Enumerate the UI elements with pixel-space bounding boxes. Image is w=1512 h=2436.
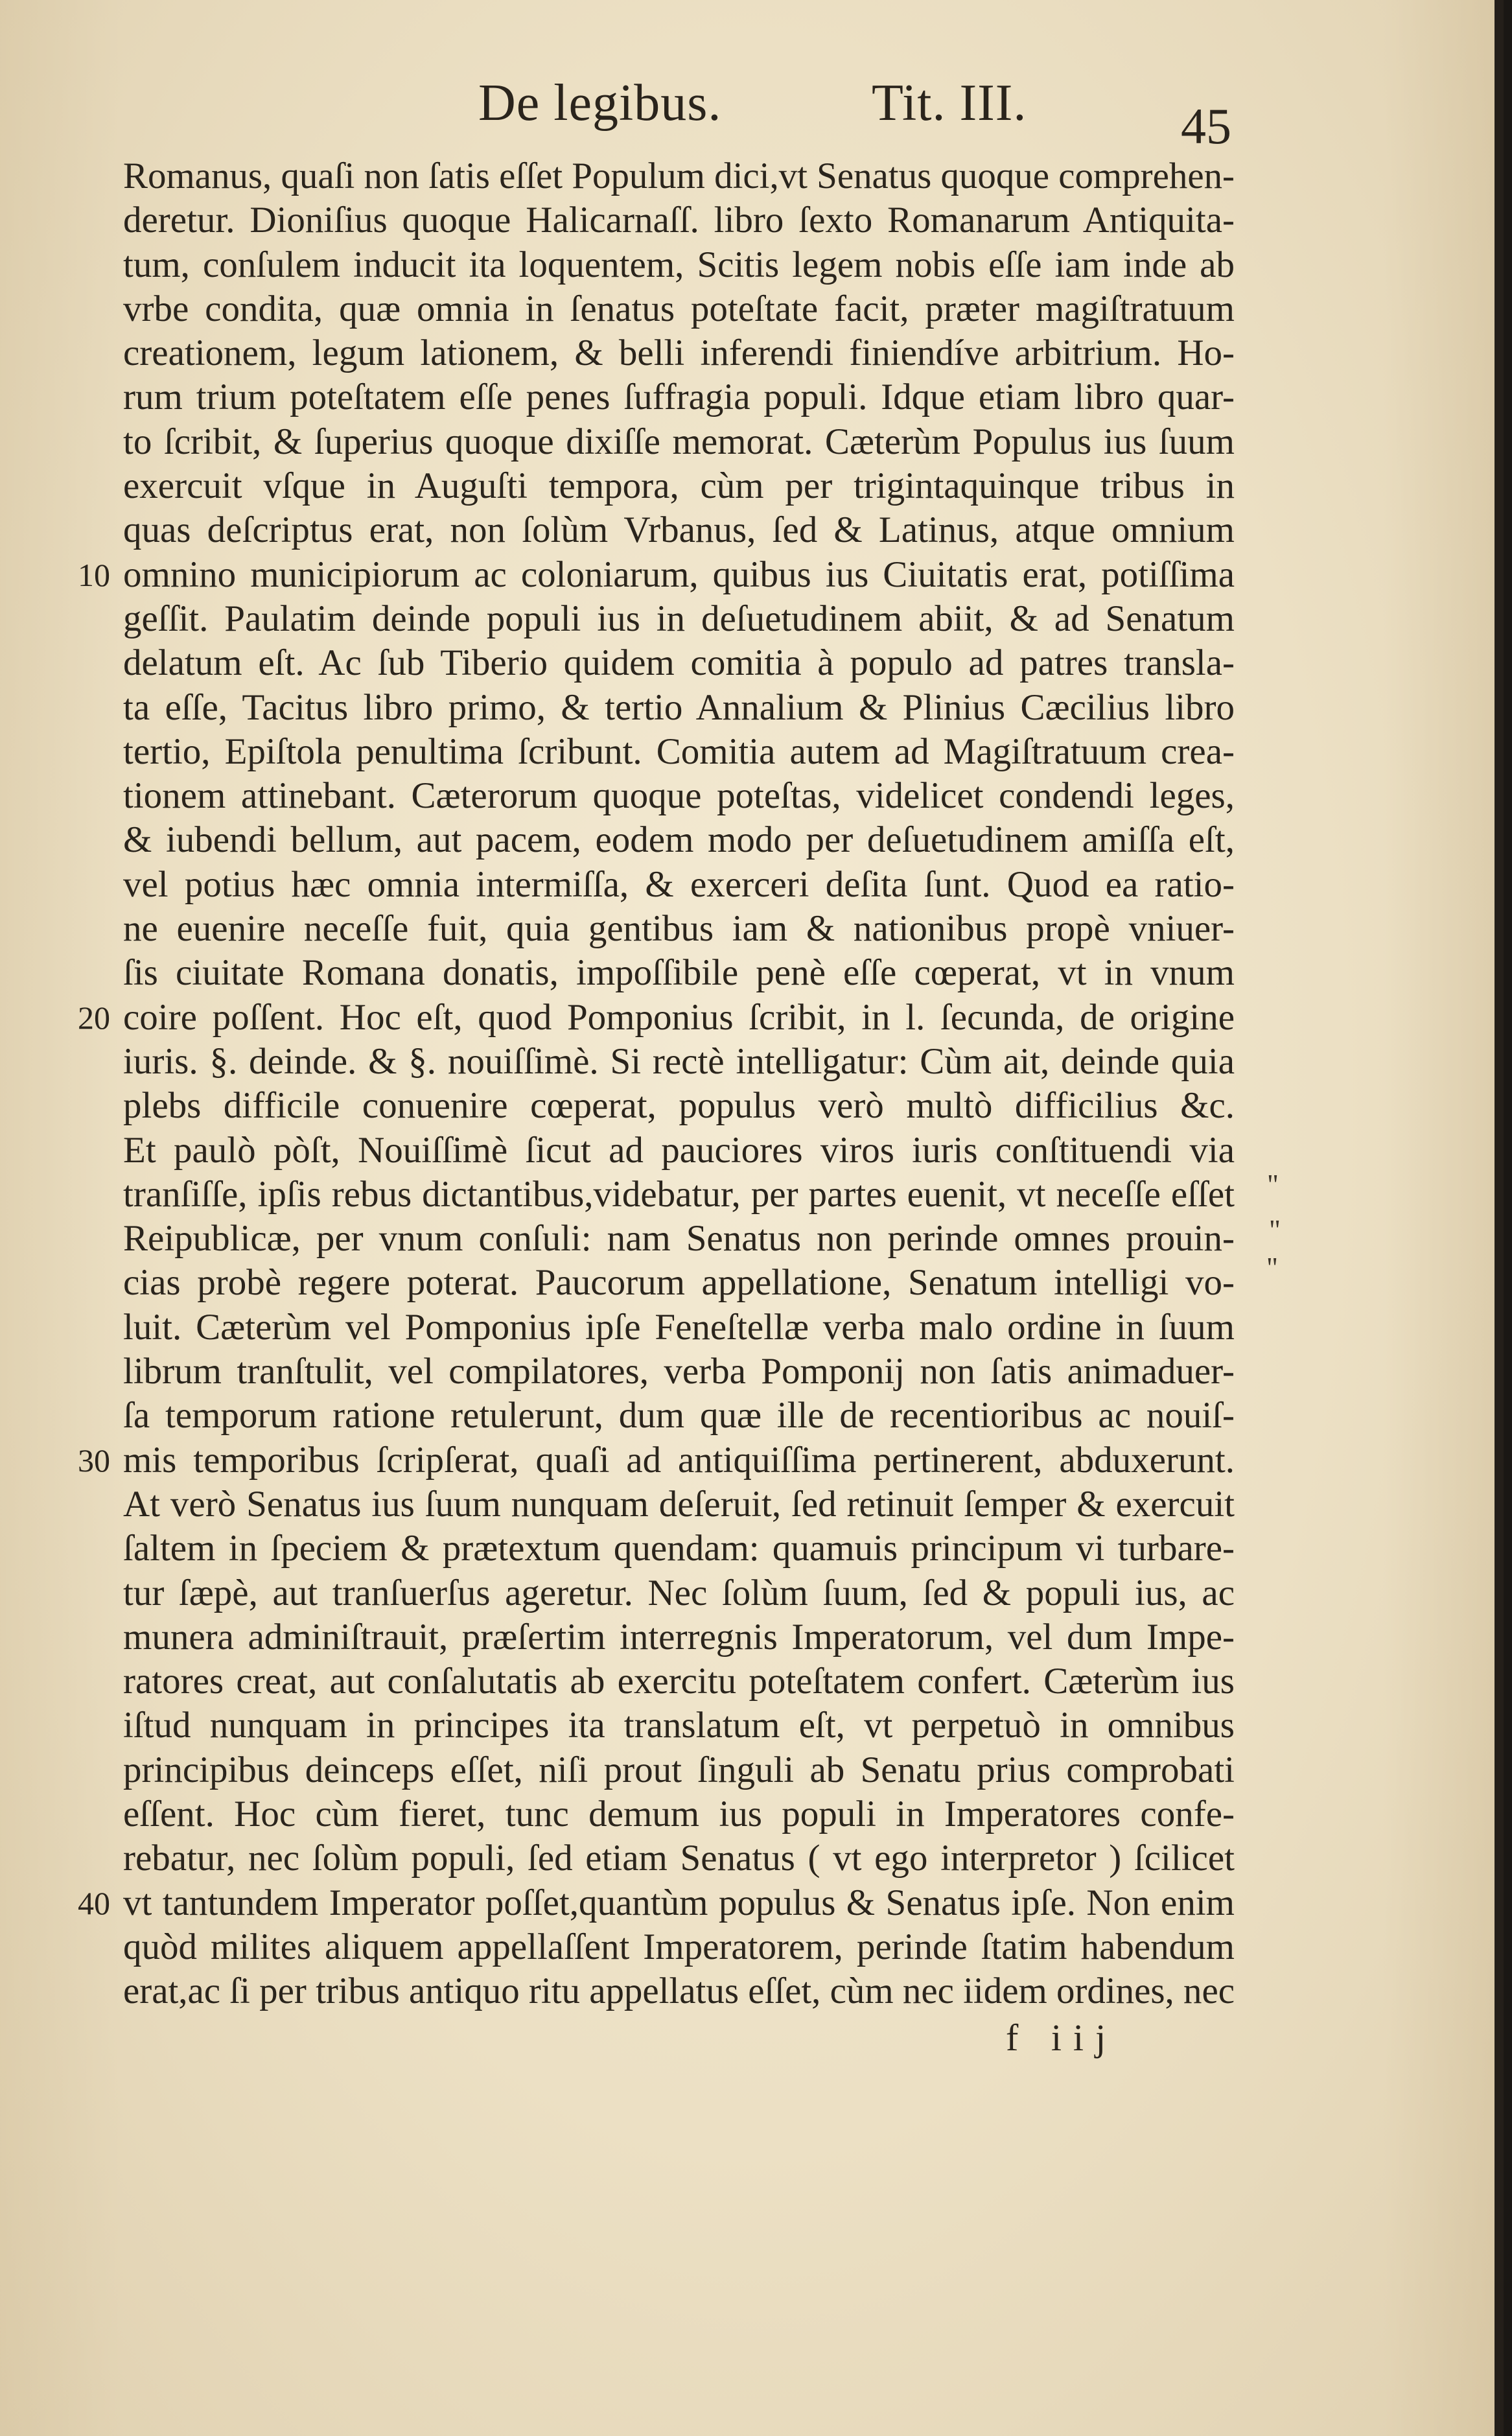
line-text: tionem attinebant. Cæterorum quoque poteſtas, videlicet condendi leges,: [123, 775, 1235, 817]
line-text: creationem, legum lationem, & belli inferendi finiendíve arbitrium. Ho-: [123, 333, 1235, 374]
text-line: [123, 1527, 1238, 1571]
line-text: eſſent. Hoc cùm fieret, tunc demum ius populi in Imperatores confe-: [123, 1793, 1235, 1834]
running-head-section: Tit. III.: [872, 75, 1027, 132]
line-text: cias probè regere poterat. Paucorum appellatione, Senatum intelligi vo-: [123, 1262, 1235, 1304]
line-number: 30: [78, 1442, 110, 1479]
line-text: tur ſæpè, aut tranſuerſus ageretur. Nec ſolùm ſuum, ſed & populi ius, ac: [123, 1572, 1235, 1613]
line-text: vel potius hæc omnia intermiſſa, & exerceri deſita ſunt. Quod ea ratio-: [123, 863, 1235, 905]
line-text: coire poſſent. Hoc eſt, quod Pomponius ſcribit, in l. ſecunda, de origine: [123, 996, 1235, 1038]
line-text: omnino municipiorum ac coloniarum, quibus ius Ciuitatis erat, potiſſima: [123, 554, 1235, 595]
line-text: tum, conſulem inducit ita loquentem, Scitis legem nobis eſſe iam inde ab: [123, 244, 1235, 285]
text-line: [123, 774, 1238, 818]
text-line: [123, 1704, 1238, 1748]
text-line: [123, 1084, 1238, 1128]
text-line: [78, 1881, 1238, 1925]
text-line: [78, 996, 1238, 1040]
text-line: [123, 1836, 1238, 1880]
text-line: [123, 1394, 1238, 1438]
text-line: [123, 1969, 1238, 2013]
text-line: [123, 1482, 1238, 1527]
line-text: principibus deinceps eſſet, niſi prout ſinguli ab Senatu prius comprobati: [123, 1749, 1235, 1790]
line-number: 10: [78, 556, 110, 593]
text-line: [123, 1615, 1238, 1659]
text-line: [78, 553, 1238, 597]
line-text: ſis ciuitate Romana donatis, impoſſibile penè eſſe cœperat, vt in vnum: [123, 952, 1235, 994]
text-line: [123, 1040, 1238, 1084]
running-head: [0, 70, 1504, 154]
running-head-title: De legibus.: [478, 75, 722, 132]
line-text: ne euenire neceſſe fuit, quia gentibus iam & nationibus propè vniuer-: [123, 908, 1235, 950]
text-line: [123, 198, 1238, 242]
text-line: [123, 597, 1238, 641]
line-number: 20: [78, 999, 110, 1036]
line-text: munera adminiſtrauit, præſertim interregnis Imperatorum, vel dum Impe-: [123, 1616, 1235, 1657]
line-number: 40: [78, 1884, 110, 1921]
text-line: [123, 1217, 1238, 1261]
text-line: [123, 464, 1238, 508]
text-line: [123, 1792, 1238, 1836]
text-line: [123, 1571, 1238, 1615]
text-line: [123, 154, 1238, 198]
line-text: rum trium poteſtatem eſſe penes ſuffragia populi. Idque etiam libro quar-: [123, 377, 1235, 418]
text-line: [123, 331, 1238, 375]
line-text: iſtud nunquam in principes ita translatum eſt, vt perpetuò in omnibus: [123, 1705, 1235, 1746]
line-text: librum tranſtulit, vel compilatores, verba Pomponij non ſatis animaduer-: [123, 1351, 1235, 1392]
text-line: [123, 375, 1238, 419]
line-text: quòd milites aliquem appellaſſent Imperatorem, perinde ſtatim habendum: [123, 1926, 1235, 1967]
text-line: [123, 420, 1238, 464]
signature-mark: f iij: [1006, 2017, 1118, 2059]
text-line: [123, 1129, 1238, 1173]
line-text: to ſcribit, & ſuperius quoque dixiſſe memorat. Cæterùm Populus ius ſuum: [123, 421, 1235, 462]
margin-quote-mark: ": [1267, 1169, 1279, 1200]
text-line: [123, 1748, 1238, 1792]
line-text: tranſiſſe, ipſis rebus dictantibus,videbatur, per partes euenit, vt neceſſe eſſet: [123, 1173, 1235, 1215]
text-line: [123, 818, 1238, 862]
text-line: [123, 686, 1238, 730]
line-text: plebs difficile conuenire cœperat, populus verò multò difficilius &c.: [123, 1085, 1235, 1127]
text-line: [78, 1438, 1238, 1482]
text-line: [123, 1306, 1238, 1350]
line-text: ſaltem in ſpeciem & prætextum quendam: quamuis principum vi turbare-: [123, 1528, 1235, 1569]
text-line: [123, 1659, 1238, 1704]
text-line: [123, 951, 1238, 995]
text-line: [123, 1925, 1238, 1969]
line-text: & iubendi bellum, aut pacem, eodem modo per deſuetudinem amiſſa eſt,: [123, 819, 1235, 861]
spine-shadow: [1495, 0, 1504, 2436]
line-text: erat,ac ſi per tribus antiquo ritu appellatus eſſet, cùm nec iidem ordines, nec: [123, 1971, 1235, 2012]
line-text: Romanus, quaſi non ſatis eſſet Populum dici,vt Senatus quoque comprehen-: [123, 156, 1235, 196]
text-line: [123, 1173, 1238, 1217]
body-text: [78, 154, 1238, 2013]
line-text: deretur. Dioniſius quoque Halicarnaſſ. libro ſexto Romanarum Antiquita-: [123, 200, 1235, 241]
text-line: [123, 1350, 1238, 1394]
line-text: ſa temporum ratione retulerunt, dum quæ ille de recentioribus ac nouiſ-: [123, 1395, 1235, 1436]
text-line: [123, 863, 1238, 907]
line-text: iuris. §. deinde. & §. nouiſſimè. Si rectè intelligatur: Cùm ait, deinde quia: [123, 1040, 1235, 1082]
text-line: [123, 907, 1238, 951]
line-text: Reipublicæ, per vnum conſuli: nam Senatus non perinde omnes prouin-: [123, 1218, 1235, 1259]
text-line: [123, 508, 1238, 552]
line-text: exercuit vſque in Auguſti tempora, cùm per trigintaquinque tribus in: [123, 465, 1235, 507]
line-text: At verò Senatus ius ſuum nunquam deſeruit, ſed retinuit ſemper & exercuit: [123, 1483, 1235, 1525]
line-text: geſſit. Paulatim deinde populi ius in deſuetudinem abiit, & ad Senatum: [123, 598, 1235, 639]
line-text: delatum eſt. Ac ſub Tiberio quidem comitia à populo ad patres transla-: [123, 642, 1235, 684]
line-text: luit. Cæterùm vel Pomponius ipſe Feneſtellæ verba malo ordine in ſuum: [123, 1306, 1235, 1348]
line-text: ratores creat, aut conſalutatis ab exercitu poteſtatem confert. Cæterùm ius: [123, 1661, 1235, 1702]
line-text: vt tantundem Imperator poſſet,quantùm populus & Senatus ipſe. Non enim: [123, 1882, 1235, 1923]
line-text: Et paulò pòſt, Nouiſſimè ſicut ad pauciores viros iuris conſtituendi via: [123, 1129, 1235, 1171]
line-text: mis temporibus ſcripſerat, quaſi ad antiquiſſima pertinerent, abduxerunt.: [123, 1439, 1235, 1481]
line-text: vrbe condita, quæ omnia in ſenatus poteſtate facit, præter magiſtratuum: [123, 288, 1235, 329]
text-line: [123, 243, 1238, 287]
text-line: [123, 730, 1238, 774]
margin-quote-mark: ": [1266, 1252, 1278, 1283]
line-text: ta eſſe, Tacitus libro primo, & tertio Annalium & Plinius Cæcilius libro: [123, 686, 1235, 728]
line-text: quas deſcriptus erat, non ſolùm Vrbanus, ſed & Latinus, atque omnium: [123, 509, 1235, 551]
page-number: 45: [1181, 98, 1231, 154]
line-text: tertio, Epiſtola penultima ſcribunt. Comitia autem ad Magiſtratuum crea-: [123, 731, 1235, 772]
text-line: [123, 287, 1238, 331]
text-line: [123, 641, 1238, 685]
margin-quote-mark: ": [1269, 1214, 1281, 1246]
line-text: rebatur, nec ſolùm populi, ſed etiam Senatus ( vt ego interpretor ) ſcilicet: [123, 1838, 1235, 1879]
text-line: [123, 1261, 1238, 1305]
